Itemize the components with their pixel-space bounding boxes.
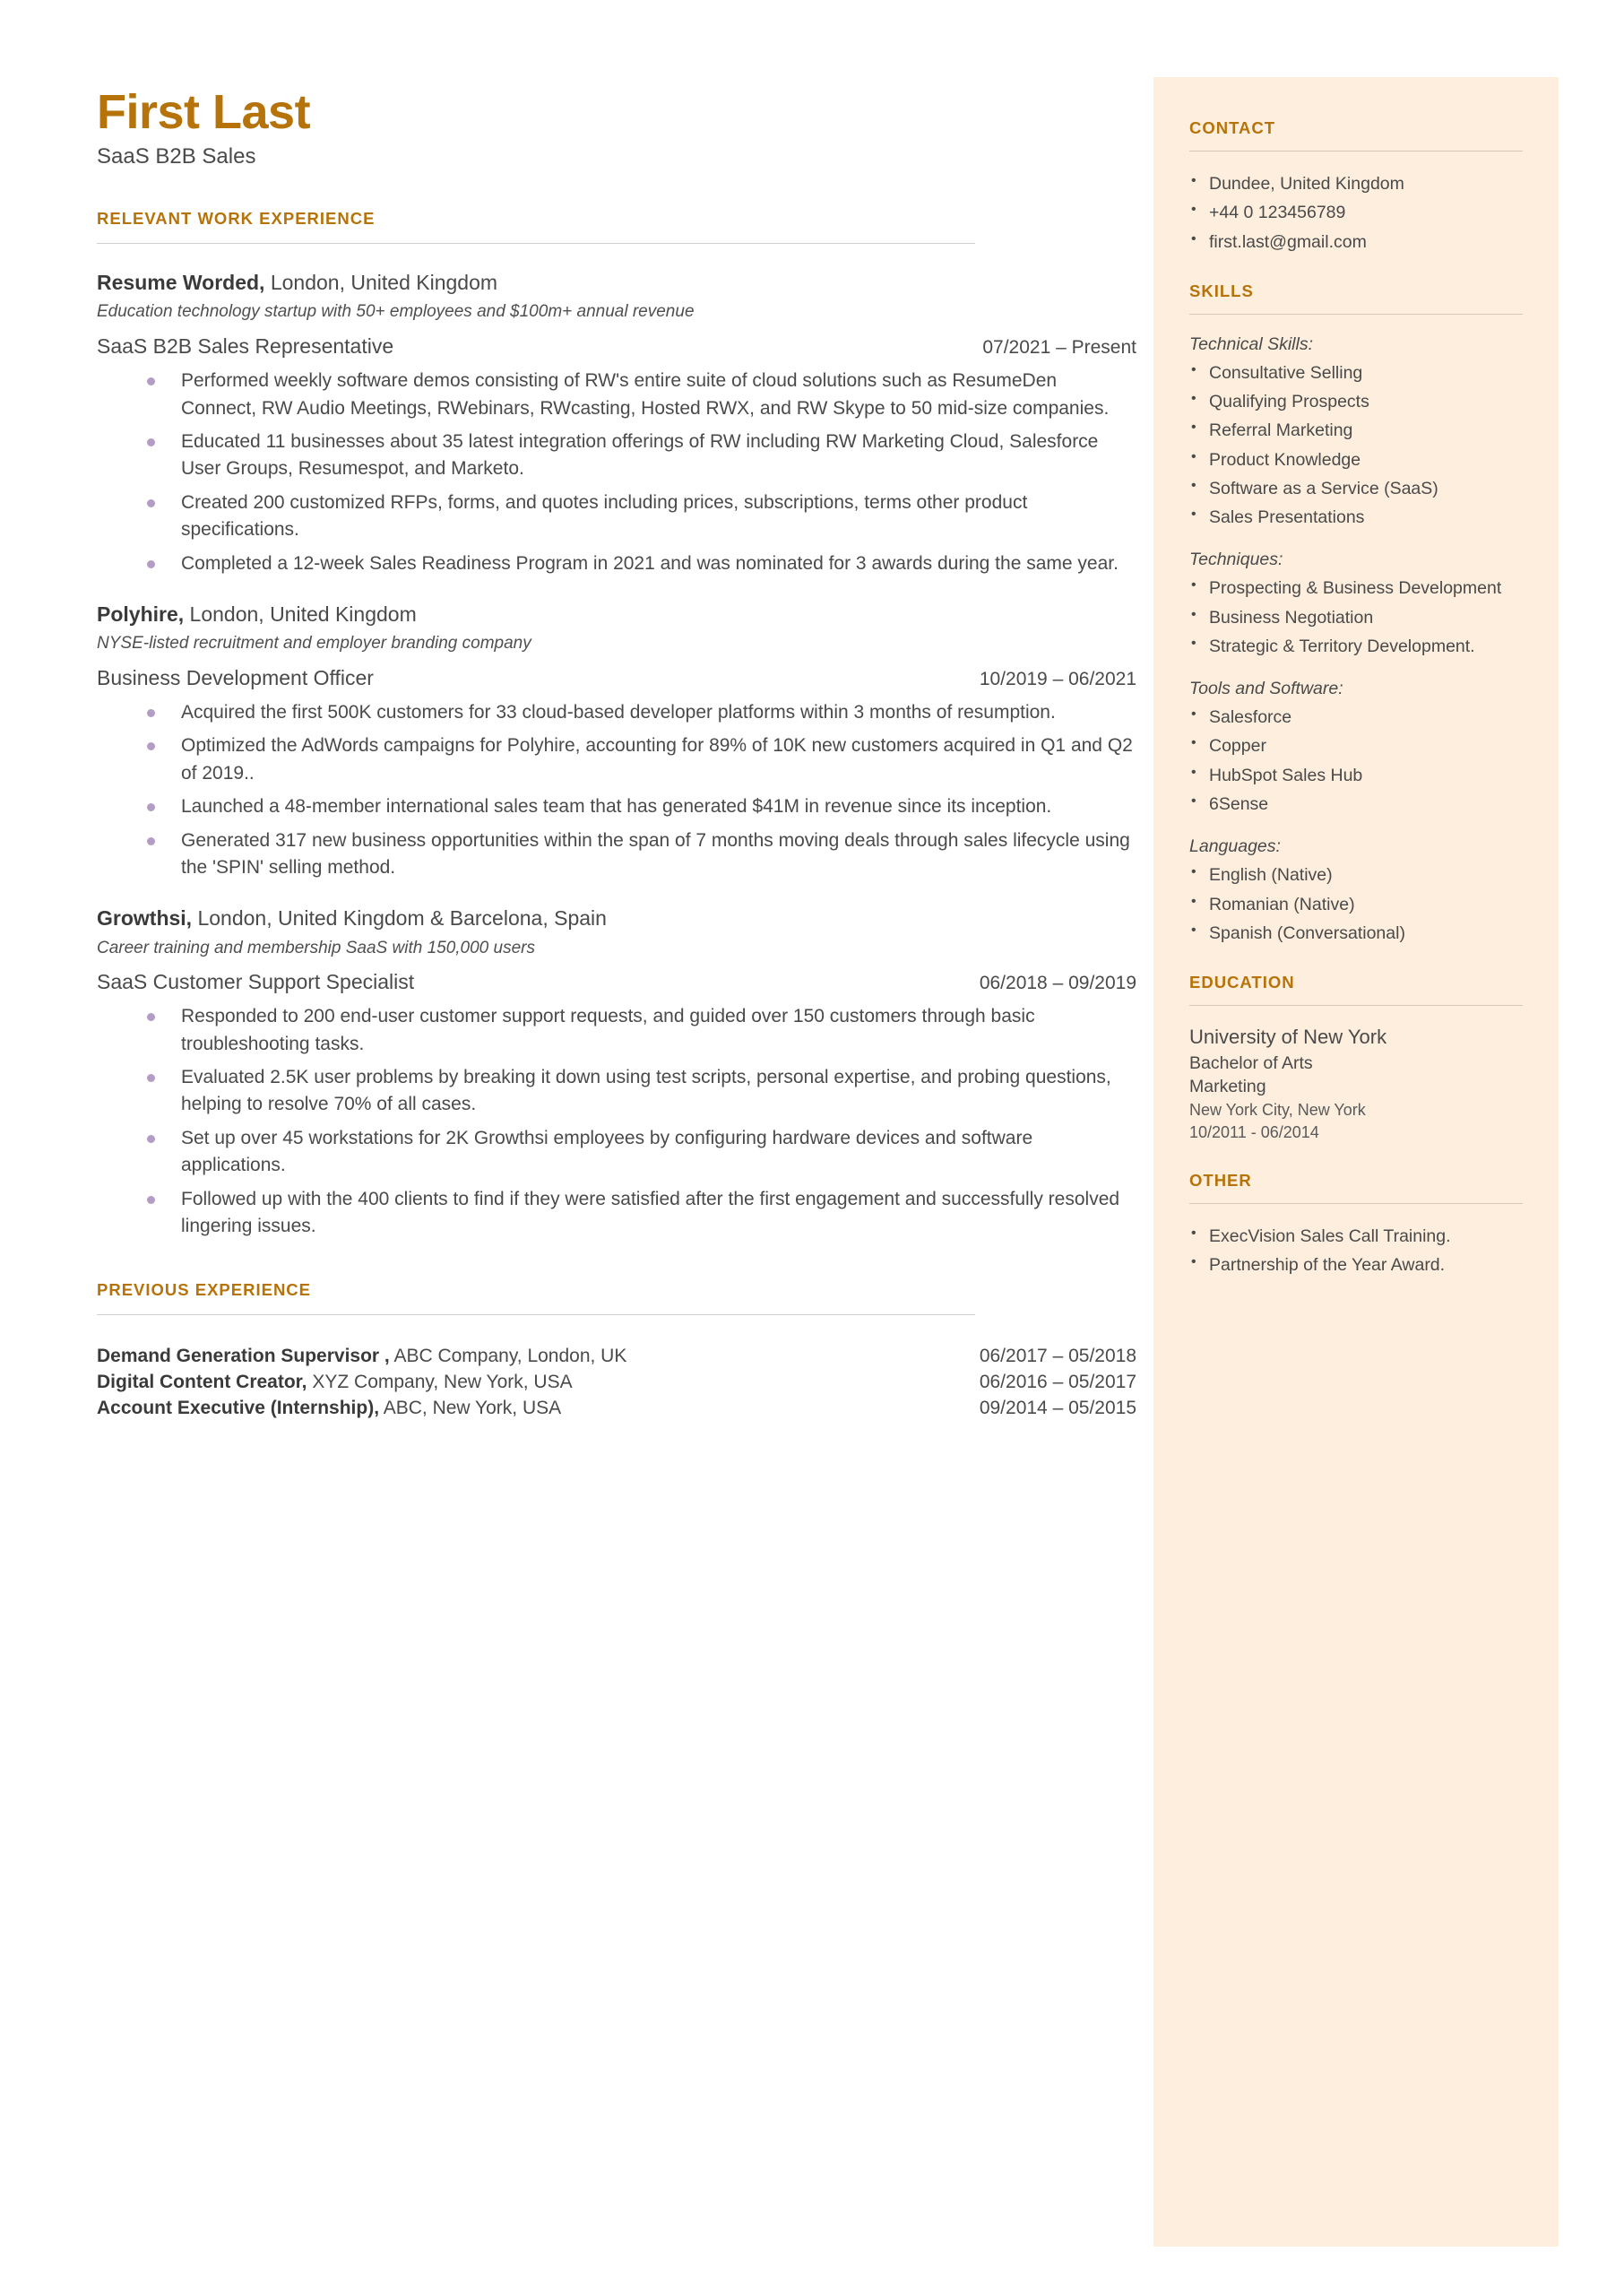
job-company	[97, 601, 1136, 628]
previous-experience-heading: PREVIOUS EXPERIENCE	[97, 1279, 312, 1299]
job-dates: 10/2019 – 06/2021	[979, 668, 1136, 689]
list-item: Optimized the AdWords campaigns for Polyhire, accounting for 89% of 10K new customers acquired in Q1 and Q2 of 2019..	[143, 732, 1136, 787]
job-company-name: Resume Worded,	[97, 271, 265, 295]
education-field: Marketing	[1189, 1077, 1266, 1097]
list-item: • Product Knowledge	[1189, 447, 1523, 472]
job-company	[97, 269, 1136, 297]
job-title-row	[97, 666, 1136, 690]
list-item: • Business Negotiation	[1189, 605, 1523, 630]
previous-dates: 06/2017 – 05/2018	[979, 1345, 1136, 1366]
previous-experience-divider	[97, 1314, 975, 1315]
previous-dates: 06/2016 – 05/2017	[979, 1371, 1136, 1392]
experience-entry	[97, 269, 1136, 577]
job-company	[97, 905, 1136, 932]
job-company-location: London, United Kingdom	[264, 271, 498, 295]
other-list	[1189, 1224, 1523, 1278]
list-item: Created 200 customized RFPs, forms, and quotes including prices, subscriptions, terms other product specifications.	[143, 489, 1136, 544]
sidebar-panel	[1153, 77, 1559, 2247]
job-dates: 07/2021 – Present	[982, 337, 1136, 359]
skills-group-list	[1189, 862, 1523, 946]
skills-group-label: Tools and Software:	[1189, 679, 1343, 699]
previous-title	[97, 1346, 626, 1367]
list-item: • Sales Presentations	[1189, 505, 1523, 530]
list-item: • Copper	[1189, 733, 1523, 758]
list-item: • Partnership of the Year Award.	[1189, 1252, 1523, 1277]
experience-entry	[97, 601, 1136, 881]
list-item: Launched a 48-member international sales team that has generated $41M in revenue since its inception.	[143, 793, 1136, 820]
experience-divider	[97, 243, 975, 244]
list-item: • Spanish (Conversational)	[1189, 921, 1523, 946]
list-item: Evaluated 2.5K user problems by breaking it down using test scripts, personal expertise, and probing questions, helping to resolve 70% of all cases.	[143, 1064, 1136, 1119]
list-item: • first.last@gmail.com	[1189, 230, 1523, 255]
list-item: • 6Sense	[1189, 792, 1523, 817]
previous-company: ABC, New York, USA	[379, 1397, 562, 1418]
job-title: Business Development Officer	[97, 665, 374, 689]
list-item: • HubSpot Sales Hub	[1189, 763, 1523, 788]
list-item: Set up over 45 workstations for 2K Growthsi employees by configuring hardware devices and software applications.	[143, 1125, 1136, 1180]
list-item: • Prospecting & Business Development	[1189, 576, 1523, 601]
list-item: • Salesforce	[1189, 705, 1523, 730]
job-dates: 06/2018 – 09/2019	[979, 973, 1136, 994]
job-bullets	[97, 368, 1136, 577]
list-item: • Romanian (Native)	[1189, 892, 1523, 917]
list-item: • +44 0 123456789	[1189, 200, 1523, 225]
contact-divider	[1189, 151, 1523, 152]
skills-group-label: Technical Skills:	[1189, 333, 1314, 354]
job-company-name: Growthsi,	[97, 906, 193, 931]
other-divider	[1189, 1203, 1523, 1204]
list-item: Performed weekly software demos consisting of RW's entire suite of cloud solutions such as ResumeDen Connect, RW Audio Meetings, RWebinars, RWcasting, Hosted RWX, and RW Skype to 50 mid-size companies.	[143, 368, 1136, 422]
previous-title	[97, 1398, 561, 1419]
previous-role: Demand Generation Supervisor ,	[97, 1345, 390, 1366]
skills-group-list	[1189, 360, 1523, 531]
job-company-location: London, United Kingdom & Barcelona, Spain	[192, 906, 607, 931]
education-degree: Bachelor of Arts	[1189, 1053, 1313, 1074]
job-description: NYSE-listed recruitment and employer branding company	[97, 634, 531, 654]
list-item: • Dundee, United Kingdom	[1189, 171, 1523, 196]
job-title: SaaS B2B Sales Representative	[97, 334, 394, 359]
education-heading: EDUCATION	[1189, 973, 1295, 992]
job-company-name: Polyhire,	[97, 602, 185, 627]
table-row	[97, 1398, 1136, 1419]
list-item: Followed up with the 400 clients to find if they were satisfied after the first engagement and successfully resolved lingering issues.	[143, 1186, 1136, 1241]
list-item: • Consultative Selling	[1189, 360, 1523, 385]
education-divider	[1189, 1005, 1523, 1006]
list-item: • English (Native)	[1189, 862, 1523, 888]
contact-heading: CONTACT	[1189, 118, 1276, 137]
skills-group-techniques	[1189, 550, 1523, 659]
job-description: Education technology startup with 50+ employees and $100m+ annual revenue	[97, 302, 695, 322]
page-subtitle: SaaS B2B Sales	[97, 144, 256, 169]
contact-list	[1189, 171, 1523, 255]
list-item: Responded to 200 end-user customer support requests, and guided over 150 customers through basic troubleshooting tasks.	[143, 1003, 1136, 1058]
list-item: • ExecVision Sales Call Training.	[1189, 1224, 1523, 1249]
list-item: Completed a 12-week Sales Readiness Program in 2021 and was nominated for 3 awards during the same year.	[143, 550, 1136, 577]
job-bullets	[97, 1003, 1136, 1241]
previous-role: Digital Content Creator,	[97, 1371, 307, 1392]
main-content	[97, 86, 1136, 1424]
previous-dates: 09/2014 – 05/2015	[979, 1397, 1136, 1418]
previous-company: XYZ Company, New York, USA	[307, 1371, 573, 1392]
skills-group-list	[1189, 576, 1523, 659]
job-company-location: London, United Kingdom	[184, 602, 417, 627]
contact-section	[1189, 118, 1523, 255]
experience-heading: RELEVANT WORK EXPERIENCE	[97, 209, 376, 229]
list-item: • Software as a Service (SaaS)	[1189, 476, 1523, 501]
table-row	[97, 1346, 1136, 1367]
education-location: New York City, New York	[1189, 1100, 1366, 1119]
previous-role: Account Executive (Internship),	[97, 1397, 380, 1418]
list-item: Generated 317 new business opportunities within the span of 7 months moving deals through sales lifecycle using the 'SPIN' selling method.	[143, 827, 1136, 882]
other-heading: OTHER	[1189, 1171, 1252, 1191]
list-item: • Strategic & Territory Development.	[1189, 634, 1523, 659]
job-bullets	[97, 699, 1136, 882]
list-item: Educated 11 businesses about 35 latest integration offerings of RW including RW Marketing Cloud, Salesforce User Groups, Resumespot, and Marketo.	[143, 429, 1136, 483]
skills-group-tools	[1189, 679, 1523, 817]
skills-divider	[1189, 314, 1523, 315]
job-title: SaaS Customer Support Specialist	[97, 970, 415, 994]
skills-group-label: Techniques:	[1189, 550, 1283, 570]
previous-company: ABC Company, London, UK	[389, 1345, 627, 1366]
education-section	[1189, 973, 1523, 1144]
skills-group-list	[1189, 705, 1523, 817]
list-item: • Referral Marketing	[1189, 418, 1523, 443]
list-item: • Qualifying Prospects	[1189, 389, 1523, 414]
experience-entry	[97, 905, 1136, 1240]
education-school: University of New York	[1189, 1026, 1387, 1049]
job-description: Career training and membership SaaS with 150,000 users	[97, 938, 535, 957]
skills-group-label: Languages:	[1189, 836, 1281, 857]
other-section	[1189, 1171, 1523, 1278]
education-dates: 10/2011 - 06/2014	[1189, 1122, 1319, 1141]
skills-group-technical	[1189, 334, 1523, 531]
skills-group-languages	[1189, 836, 1523, 946]
skills-section	[1189, 281, 1523, 946]
job-title-row	[97, 970, 1136, 994]
table-row	[97, 1372, 1136, 1393]
skills-heading: SKILLS	[1189, 281, 1254, 300]
previous-title	[97, 1372, 573, 1393]
job-title-row	[97, 334, 1136, 359]
page-title: First Last	[97, 85, 311, 139]
list-item: Acquired the first 500K customers for 33 cloud-based developer platforms within 3 months of resumption.	[143, 699, 1136, 726]
